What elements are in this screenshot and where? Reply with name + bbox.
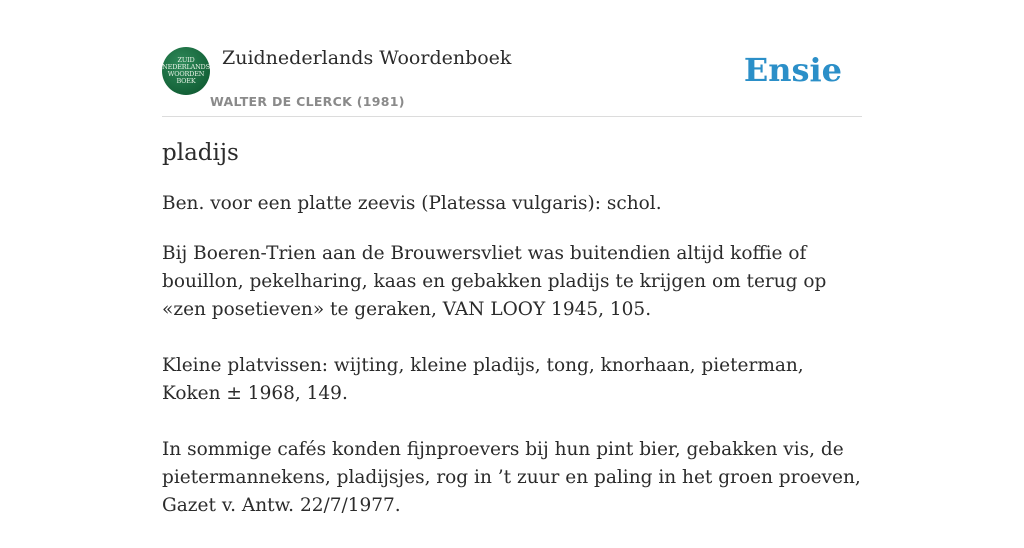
book-logo[interactable] [162,47,210,95]
quotations [162,240,862,548]
logo-text-line: BOEK [176,77,196,85]
book-title[interactable]: Zuidnederlands Woordenboek [222,47,512,69]
quotation: Bij Boeren-Trien aan de Brouwersvliet was buitendien altijd koffie of bouillon, pekelharing, kaas en gebakken pladijs te krijgen om terug op «zen posetieven» te geraken, VAN LOOY 1945, 105. [162,243,827,320]
ensie-logo-link[interactable]: Ensie [743,51,842,89]
logo-text-line: WOORDEN [167,70,205,78]
author-label: WALTER DE CLERCK (1981) [210,94,405,109]
logo-text-line: NEDERLANDS [162,63,210,71]
quotation: In sommige cafés konden fijnproevers bij hun pint bier, gebakken vis, de pietermannekens, pladijsjes, rog in ’t zuur en paling in het groen proeven, Gazet v. Antw. 22/7/1977. [162,439,861,516]
quotation: Kleine platvissen: wijting, kleine pladijs, tong, knorhaan, pieterman, Koken ± 1968, 149. [162,355,804,404]
definition: Ben. voor een platte zeevis (Platessa vulgaris): schol. [162,193,662,214]
headword: pladijs [162,140,239,166]
logo-text-line: ZUID [177,56,195,64]
page-header [162,47,862,117]
